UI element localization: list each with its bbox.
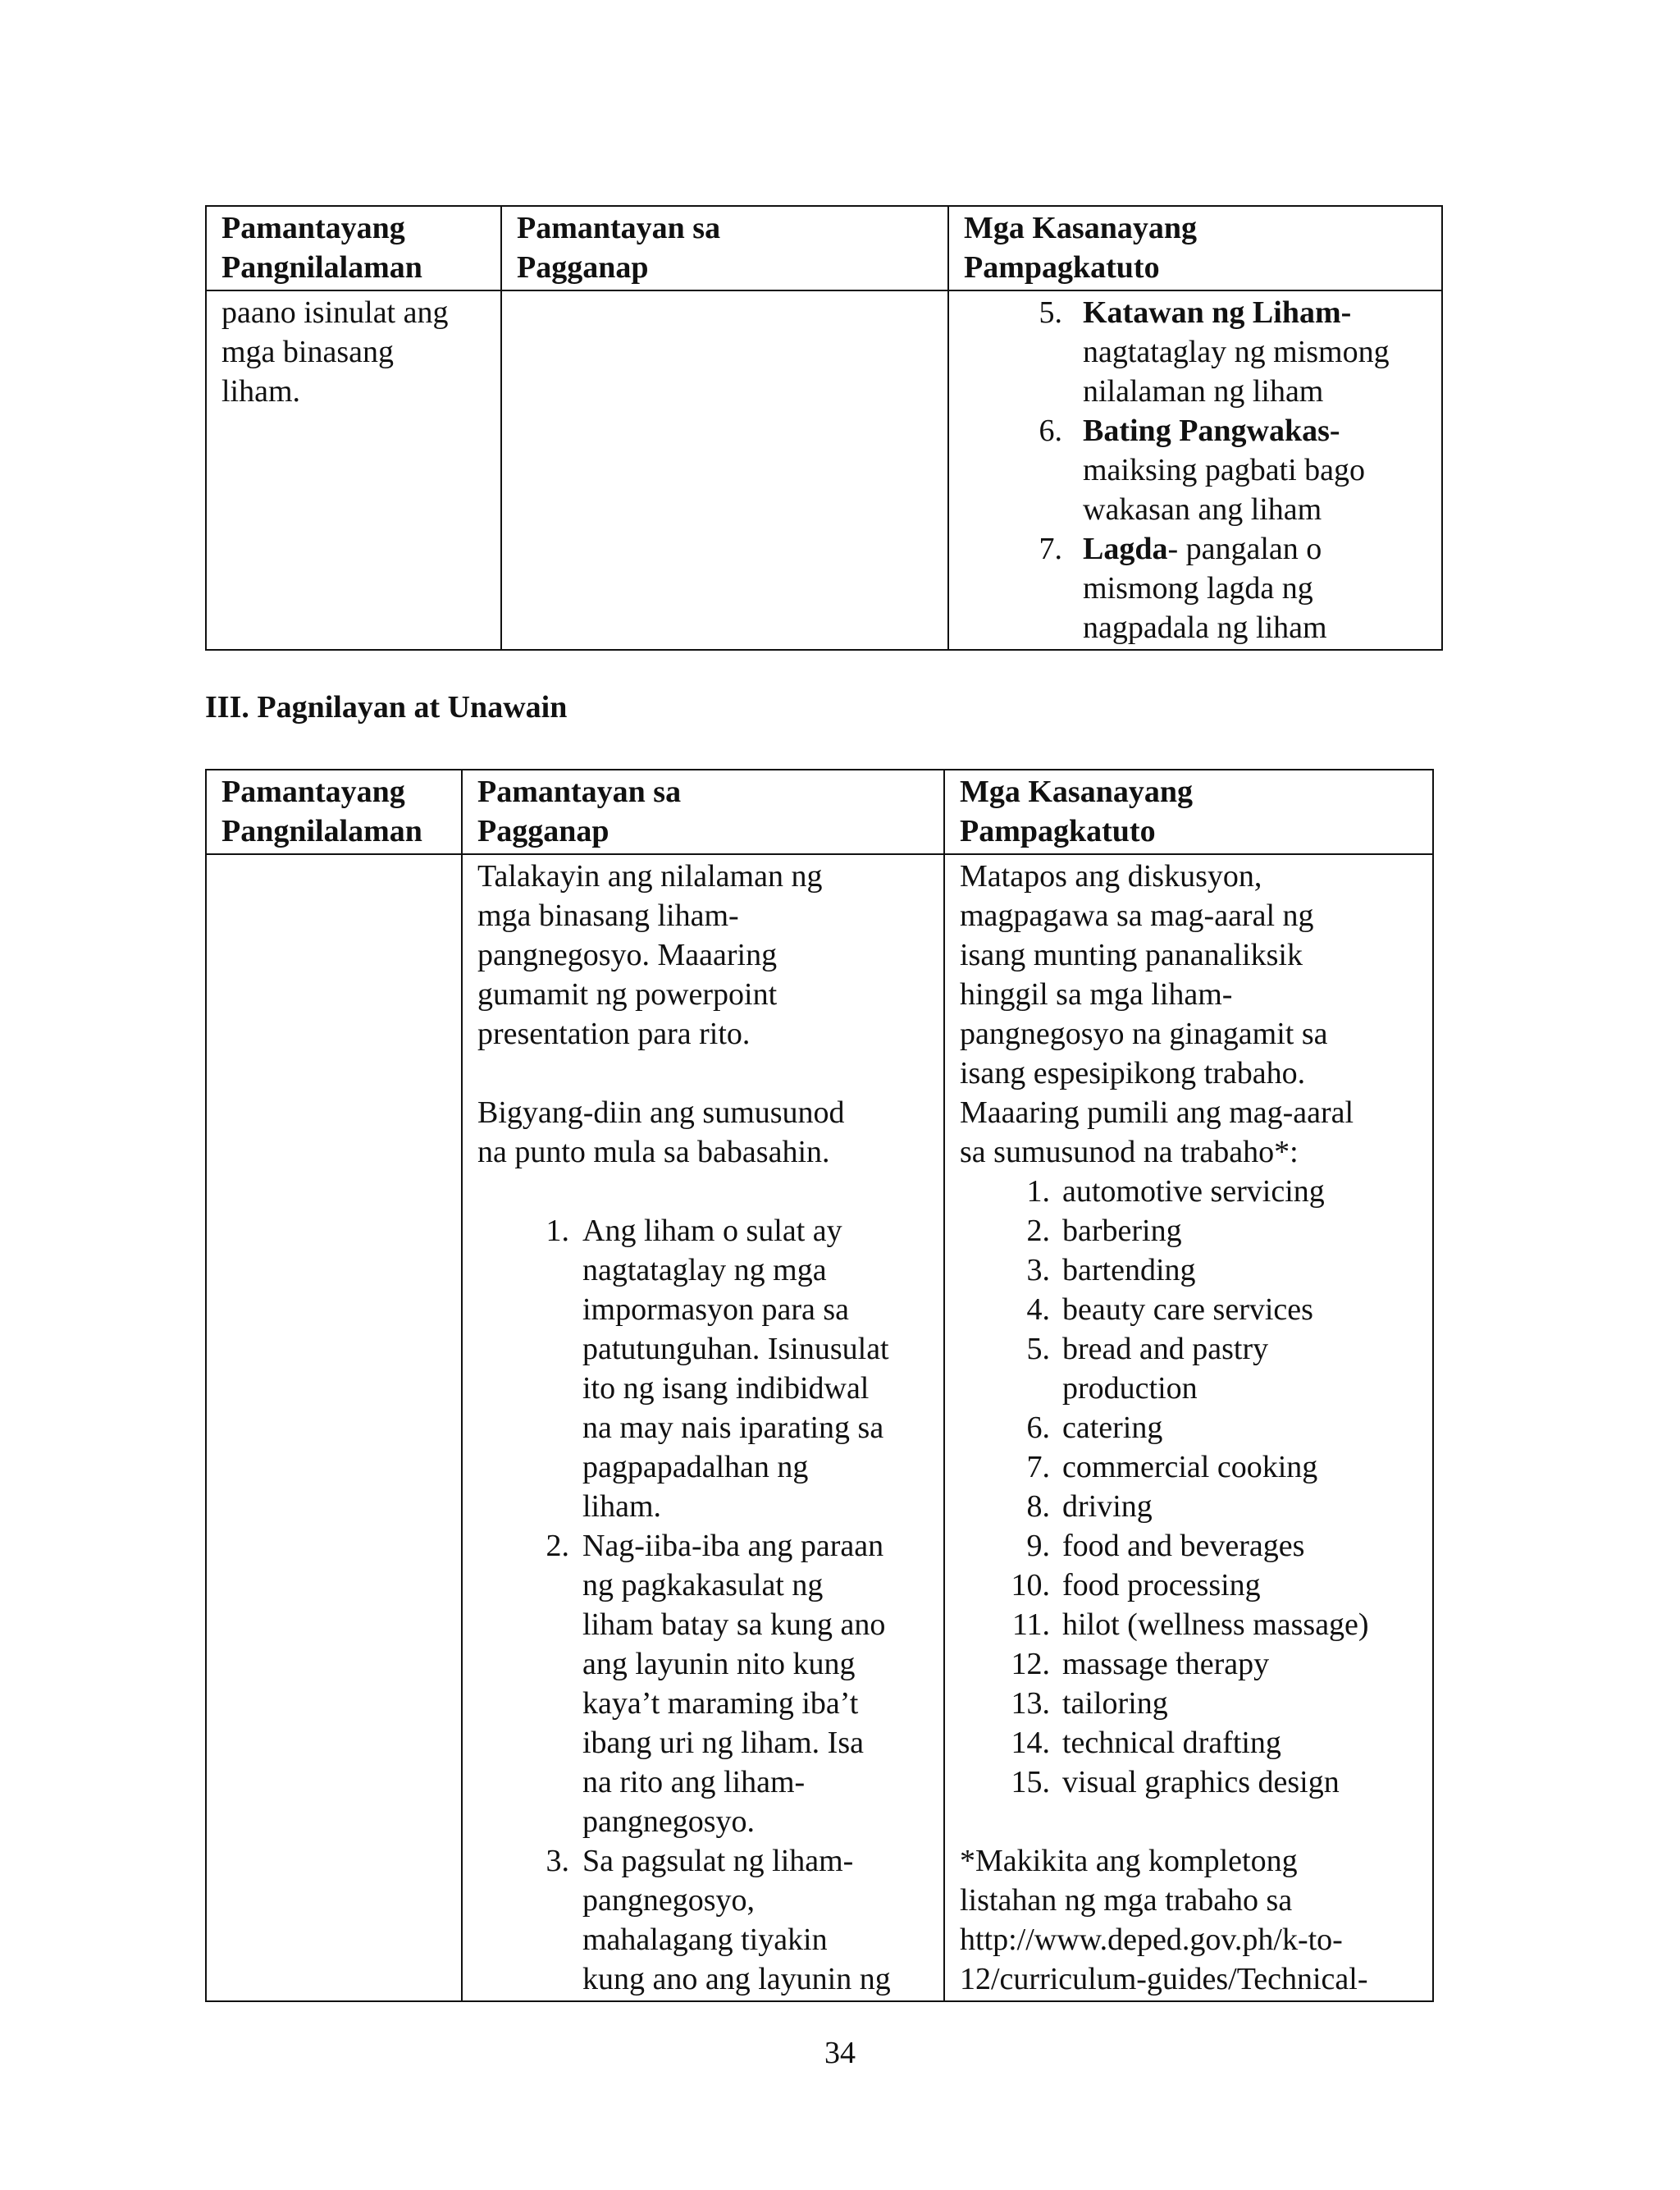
list-item: 13. tailoring: [1011, 1686, 1168, 1721]
list-item: 15. visual graphics design: [1011, 1765, 1340, 1799]
list-item: 2. barbering: [1026, 1214, 1182, 1248]
list-item: 9. food and beverages: [1026, 1529, 1305, 1563]
list-item: 14. technical drafting: [1011, 1726, 1281, 1760]
list-item: 11. hilot (wellness massage): [1011, 1607, 1369, 1642]
header-mga-kasanayang-pampagkatuto: Mga Kasanayang Pampagkatuto: [944, 770, 1433, 854]
emphasis-points-list: [477, 1211, 930, 1999]
list-item: 3. Sa pagsulat ng liham- pangnegosyo, mahalagang tiyakin kung ano ang layunin ng: [546, 1844, 891, 1996]
cell-pangnilalaman: paano isinulat ang mga binasang liham.: [206, 290, 501, 650]
jobs-list: [960, 1172, 1419, 1802]
table-pagnilayan: [205, 769, 1434, 2002]
list-item: 1. Ang liham o sulat ay nagtataglay ng mga impormasyon para sa patutunguhan. Isinusulat ito ng isang indibidwal na may nais iparating sa pagpapadalhan ng liham.: [546, 1214, 889, 1524]
list-item: 5. bread and pastry production: [1026, 1332, 1269, 1406]
cell-pagganap: Talakayin ang nilalaman ng mga binasang liham- pangnegosyo. Maaaring gumamit ng powerpoint presentation para rito. Bigyang-diin ang sumusunod na punto mula sa babasahin. 1. Ang liham o sulat ay nagtataglay ng mga impormasyon para sa patutunguhan. Isinusulat ito ng isang indibidwal na may nais iparating sa pagpapadalhan ng liham. 2. Nag-iiba-iba ang paraan ng pagkakasulat ng liham batay sa kung ano ang layunin nito kung kaya’t maraming iba’t ibang uri ng liham. Isa na rito ang liham- pangnegosyo. 3. Sa pagsulat ng liham- pangnegosyo, mahalagang tiyakin kung ano ang layunin ng: [462, 854, 944, 2001]
list-item: 10. food processing: [1011, 1568, 1261, 1602]
list-item: 4. beauty care services: [1026, 1292, 1313, 1327]
footnote-link[interactable]: http://www.deped.gov.ph/k-to-: [960, 1923, 1343, 1957]
list-item: 5. Katawan ng Liham- nagtataglay ng mismong nilalaman ng liham: [1039, 295, 1390, 409]
table-row: [206, 290, 1442, 650]
cell-kasanayang: Matapos ang diskusyon, magpagawa sa mag-aaral ng isang munting pananaliksik hinggil sa mga liham- pangnegosyo na ginagamit sa isang espesipikong trabaho. Maaaring pumili ang mag-aaral sa sumusunod na trabaho*: 1. automotive servicing 2. barbering 3. bartending 4. beauty care services 5. bread and pastry production 6. catering 7. commercial cooking 8. driving 9. food and beverages 10. food processing 11. hilot (wellness massage) 12. massage therapy 13. tailoring 14. technical drafting 15. visual graphics design *Makikita ang kompletong listahan ng mga trabaho sa http://www.deped.gov.ph/k-to- 12/curriculum-guides/Technical-: [944, 854, 1433, 2001]
list-item: 7. Lagda- pangalan o mismong lagda ng nagpadala ng liham: [1039, 532, 1327, 645]
table-row: [206, 854, 1433, 2001]
list-item: 6. Bating Pangwakas- maiksing pagbati bago wakasan ang liham: [1039, 414, 1366, 527]
section-title: III. Pagnilayan at Unawain: [205, 690, 568, 725]
list-item: 2. Nag-iiba-iba ang paraan ng pagkakasulat ng liham batay sa kung ano ang layunin nito kung kaya’t maraming iba’t ibang uri ng liham. Isa na rito ang liham- pangnegosyo.: [546, 1529, 886, 1839]
table-header-row: [206, 770, 1433, 854]
footnote: *Makikita ang kompletong listahan ng mga trabaho sa http://www.deped.gov.ph/k-to- 12/curriculum-guides/Technical-: [960, 1841, 1419, 1999]
cell-pangnilalaman-empty: [206, 854, 462, 2001]
list-item: 7. commercial cooking: [1026, 1450, 1318, 1484]
header-mga-kasanayang-pampagkatuto: Mga Kasanayang Pampagkatuto: [948, 206, 1442, 290]
table-header-row: [206, 206, 1442, 290]
footnote-link-cont[interactable]: 12/curriculum-guides/Technical-: [960, 1962, 1368, 1996]
header-pamantayang-pangnilalaman: Pamantayang Pangnilalaman: [206, 206, 501, 290]
header-pamantayang-pangnilalaman: Pamantayang Pangnilalaman: [206, 770, 462, 854]
header-pamantayan-sa-pagganap: Pamantayan sa Pagganap: [462, 770, 944, 854]
letter-parts-list: [964, 293, 1428, 647]
table-continued: [205, 205, 1443, 651]
page-number: 34: [824, 2036, 856, 2070]
header-pamantayan-sa-pagganap: Pamantayan sa Pagganap: [501, 206, 948, 290]
list-item: 6. catering: [1026, 1410, 1163, 1445]
list-item: 3. bartending: [1026, 1253, 1196, 1287]
cell-kasanayang: [948, 290, 1442, 650]
list-item: 8. driving: [1026, 1489, 1153, 1524]
list-item: 12. massage therapy: [1011, 1647, 1270, 1681]
cell-pagganap-empty: [501, 290, 948, 650]
list-item: 1. automotive servicing: [1026, 1174, 1325, 1209]
